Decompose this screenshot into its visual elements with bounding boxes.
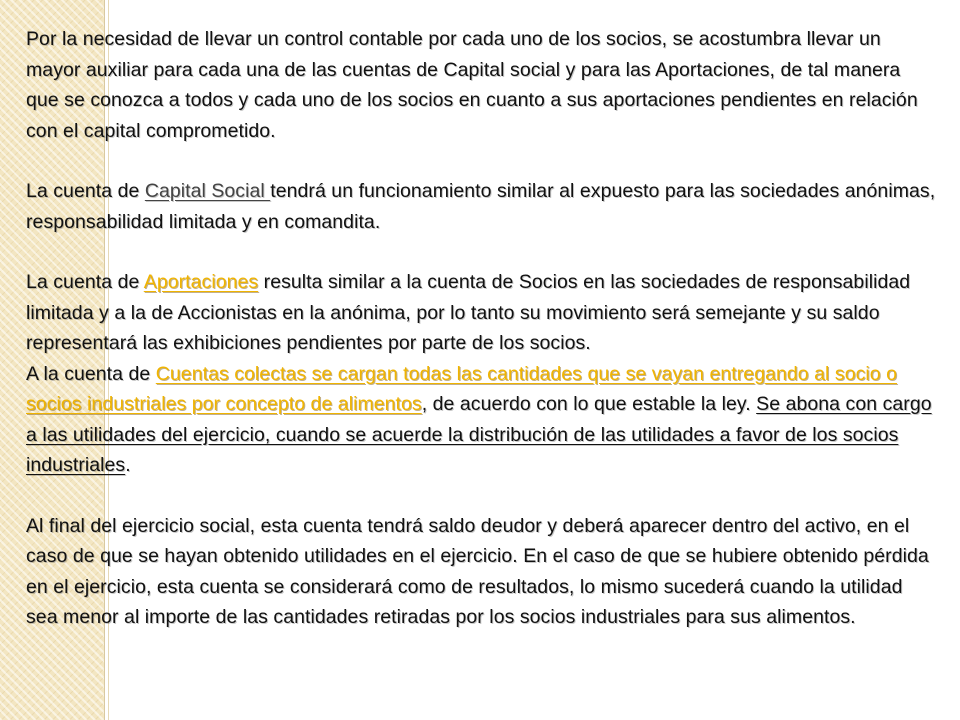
paragraph-auxiliary-ledger: Por la necesidad de llevar un control contable por cada uno de los socios, se acostumbra llevar un mayor auxiliar para cada una de las cuentas de Capital social y para las Aportaciones, de tal manera que se conozca a todos y cada uno de los socios en cuanto a sus aportaciones pendientes en relación con el capital comprometido. <box>26 28 918 142</box>
cuentas-colectas-link[interactable]: Cuentas colectas se cargan todas las cantidades que se vayan entregando al socio o socios industriales por concepto de alimentos <box>26 362 898 415</box>
paragraph-cuentas-colectas <box>26 359 938 481</box>
se-abona-underlined-text: Se abona con cargo a las utilidades del ejercicio, cuando se acuerde la distribución de las utilidades a favor de los socios industriales <box>26 393 932 476</box>
paragraph-spacer <box>26 481 938 511</box>
paragraph-text: . <box>125 454 131 476</box>
paragraph-text: , de acuerdo con lo que estable la ley. <box>421 393 757 415</box>
paragraph-capital-social <box>26 176 938 237</box>
paragraph-text: La cuenta de <box>26 180 145 202</box>
paragraph-text: La cuenta de <box>26 271 144 293</box>
paragraph-text: resulta similar a la cuenta de Socios en las sociedades de responsabilidad limitada y a la de Accionistas en la anónima, por lo tanto su movimiento será semejante y su saldo representará las exhibiciones pendientes por parte de los socios. <box>26 271 911 354</box>
paragraph-spacer <box>26 237 938 267</box>
paragraph-text: A la cuenta de <box>26 362 156 385</box>
aportaciones-link[interactable]: Aportaciones <box>143 271 259 293</box>
paragraph-aportaciones <box>26 267 938 359</box>
paragraph-text: tendrá un funcionamiento similar al expuesto para las sociedades anónimas, responsabilidad limitada y en comandita. <box>26 180 936 233</box>
slide-body-text <box>26 24 938 633</box>
paragraph-final-ejercicio: Al final del ejercicio social, esta cuenta tendrá saldo deudor y deberá aparecer dentro del activo, en el caso de que se hayan obtenido utilidades en el ejercicio. En el caso de que se hubiere obtenido pérdida en el ejercicio, esta cuenta se considerará como de resultados, lo mismo sucederá cuando la utilidad sea menor al importe de las cantidades retiradas por los socios industriales para sus alimentos. <box>26 514 929 628</box>
capital-social-link[interactable]: Capital Social <box>144 180 271 202</box>
paragraph-spacer <box>26 146 938 176</box>
